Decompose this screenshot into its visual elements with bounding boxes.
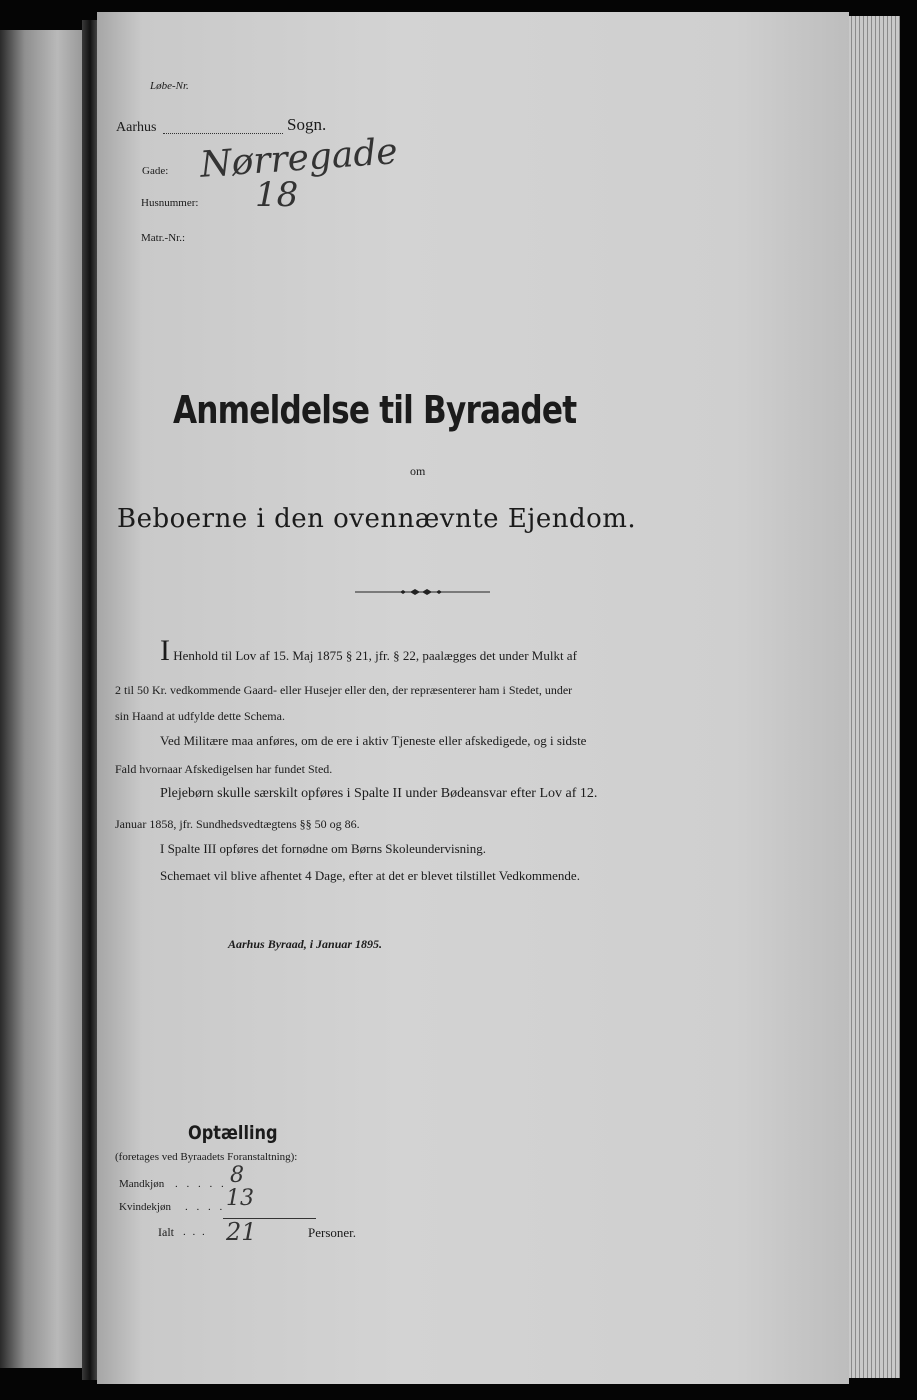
husnummer-label: Husnummer: [141, 197, 199, 209]
personer-label: Personer. [308, 1225, 357, 1240]
husnummer-handwritten-value: 18 [255, 175, 299, 215]
lobe-nr-label: Løbe-Nr. [150, 80, 189, 92]
mandkjon-label: Mandkjøn [119, 1178, 165, 1190]
sogn-dotted-line [163, 133, 283, 135]
paragraph-2-line-1: Ved Militære maa anføres, om de ere i aktiv Tjeneste eller afskedigede, og i sidste [160, 733, 587, 748]
sogn-label: Sogn. [287, 115, 327, 134]
optaelling-subtitle: (foretages ved Byraadets Foranstaltning): [115, 1151, 298, 1163]
book-gutter [82, 20, 98, 1380]
left-page-edge [0, 30, 82, 1368]
paragraph-1-line-3: sin Haand at udfylde dette Schema. [115, 709, 285, 723]
gade-label: Gade: [142, 165, 169, 177]
mandkjon-dots: . . . . . [175, 1178, 227, 1190]
optaelling-title: Optælling [188, 1122, 278, 1144]
ialt-label: Ialt [158, 1225, 174, 1239]
kvindekjon-dots: . . . . [185, 1201, 226, 1213]
mandkjon-value: 8 [230, 1163, 244, 1188]
kvindekjon-value: 13 [226, 1186, 254, 1211]
ialt-dots: . . . [183, 1226, 207, 1238]
paragraph-3-line-1: Plejebørn skulle særskilt opføres i Spalte II under Bødeansvar efter Lov af 12. [160, 786, 598, 801]
drop-cap: I [160, 634, 170, 667]
paragraph-1-line-2: 2 til 50 Kr. vedkommende Gaard- eller Husejer eller den, der repræsenterer ham i Stedet, under [115, 683, 573, 697]
gade-handwritten-value: Nørregade [198, 131, 399, 186]
matr-nr-label: Matr.-Nr.: [141, 232, 185, 244]
document-title: Anmeldelse til Byraadet [173, 388, 577, 432]
om-connector: om [410, 464, 426, 478]
document-subtitle: Beboerne i den ovennævnte Ejendom. [117, 504, 637, 534]
ornament-divider [355, 588, 490, 596]
kvindekjon-label: Kvindekjøn [119, 1201, 171, 1213]
paragraph-2-line-2: Fald hvornaar Afskedigelsen har fundet Sted. [115, 762, 333, 776]
paragraph-1-line-1: I Henhold til Lov af 15. Maj 1875 § 21, jfr. § 22, paalægges det under Mulkt af [160, 634, 577, 667]
paragraph-4-line-1: I Spalte III opføres det fornødne om Børns Skoleundervisning. [160, 841, 487, 856]
page-edges [848, 16, 900, 1378]
paragraph-5-line-1: Schemaet vil blive afhentet 4 Dage, efter at det er blevet tilstillet Vedkommende. [160, 868, 580, 883]
paragraph-3-line-2: Januar 1858, jfr. Sundhedsvedtægtens §§ 50 og 86. [115, 817, 360, 831]
council-signature: Aarhus Byraad, i Januar 1895. [228, 937, 383, 951]
ialt-value: 21 [226, 1218, 257, 1246]
aarhus-label: Aarhus [116, 120, 157, 135]
